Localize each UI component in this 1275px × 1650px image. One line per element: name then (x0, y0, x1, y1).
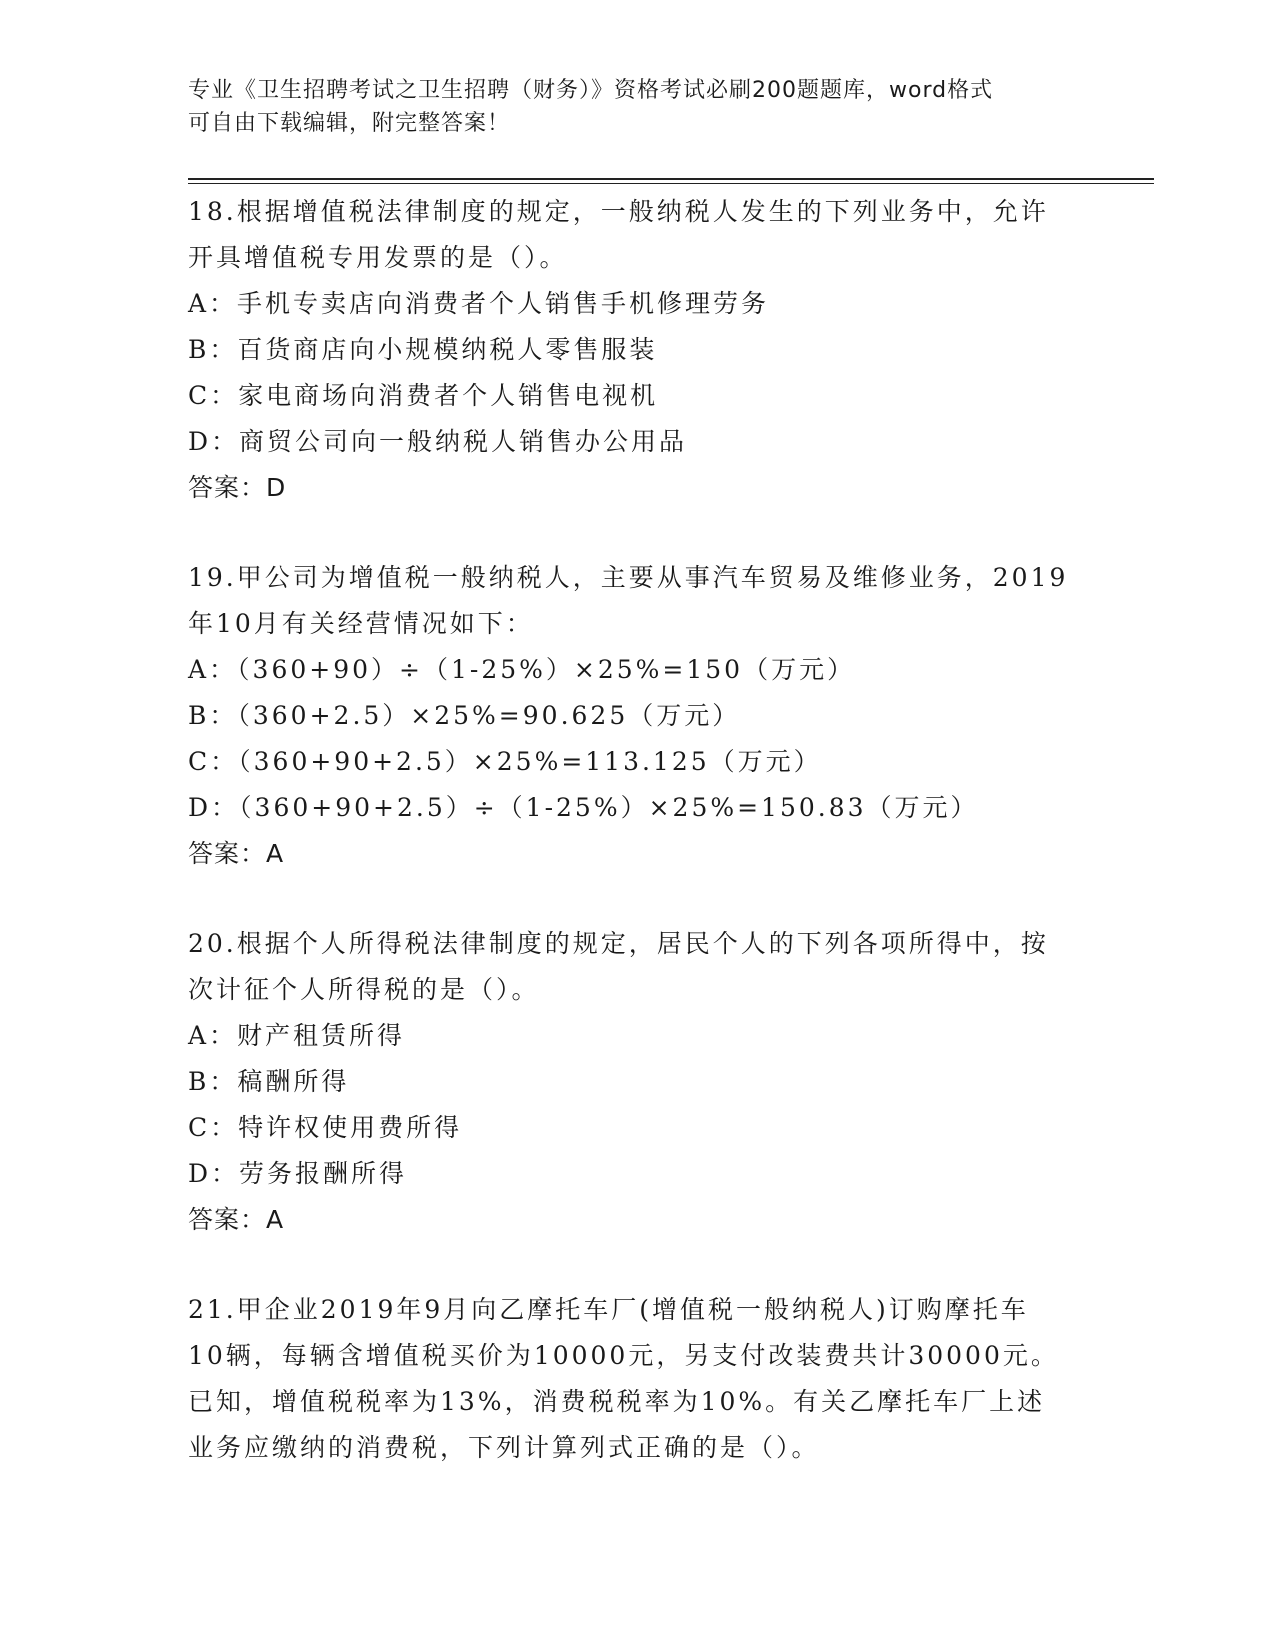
question-18 (188, 189, 1088, 511)
option-b: B：稿酬所得 (188, 1067, 350, 1096)
question-stem: 21.甲企业2019年9月向乙摩托车厂(增值税一般纳税人)订购摩托车 (188, 1295, 1029, 1324)
question-stem: 19.甲公司为增值税一般纳税人，主要从事汽车贸易及维修业务，2019 (188, 563, 1069, 592)
question-stem: 18.根据增值税法律制度的规定，一般纳税人发生的下列业务中，允许 (188, 197, 1049, 226)
answer: 答案：D (188, 473, 287, 502)
question-stem: 业务应缴纳的消费税，下列计算列式正确的是（）。 (188, 1433, 820, 1462)
option-a: A：手机专卖店向消费者个人销售手机修理劳务 (188, 289, 770, 318)
option-b: B：百货商店向小规模纳税人零售服装 (188, 335, 658, 364)
option-b: B：（360+2.5）×25%=90.625（万元） (188, 701, 741, 730)
document-header (188, 74, 1068, 140)
question-stem: 20.根据个人所得税法律制度的规定，居民个人的下列各项所得中，按 (188, 929, 1049, 958)
question-list (188, 189, 1088, 1515)
question-stem: 开具增值税专用发票的是（）。 (188, 243, 568, 272)
header-line: 专业《卫生招聘考试之卫生招聘（财务）》资格考试必刷200题题库，word格式 (188, 78, 994, 103)
question-stem: 已知，增值税税率为13%，消费税税率为10%。有关乙摩托车厂上述 (188, 1387, 1046, 1416)
question-stem: 次计征个人所得税的是（）。 (188, 975, 540, 1004)
answer: 答案：A (188, 1205, 285, 1234)
option-a: A：财产租赁所得 (188, 1021, 406, 1050)
question-stem: 10辆，每辆含增值税买价为10000元，另支付改装费共计30000元。 (188, 1341, 1059, 1370)
option-a: A：（360+90）÷（1-25%）×25%=150（万元） (188, 655, 856, 684)
header-divider (188, 178, 1154, 180)
option-d: D：（360+90+2.5）÷（1-25%）×25%=150.83（万元） (188, 793, 979, 822)
question-19 (188, 555, 1088, 877)
option-c: C：（360+90+2.5）×25%=113.125（万元） (188, 747, 822, 776)
header-divider-thin (188, 183, 1154, 184)
option-d: D：商贸公司向一般纳税人销售办公用品 (188, 427, 688, 456)
answer: 答案：A (188, 839, 285, 868)
question-stem: 年10月有关经营情况如下： (188, 609, 534, 638)
question-20 (188, 921, 1088, 1243)
question-21 (188, 1287, 1088, 1471)
option-d: D：劳务报酬所得 (188, 1159, 408, 1188)
option-c: C：特许权使用费所得 (188, 1113, 463, 1142)
header-line: 可自由下载编辑，附完整答案！ (188, 111, 511, 136)
option-c: C：家电商场向消费者个人销售电视机 (188, 381, 659, 410)
